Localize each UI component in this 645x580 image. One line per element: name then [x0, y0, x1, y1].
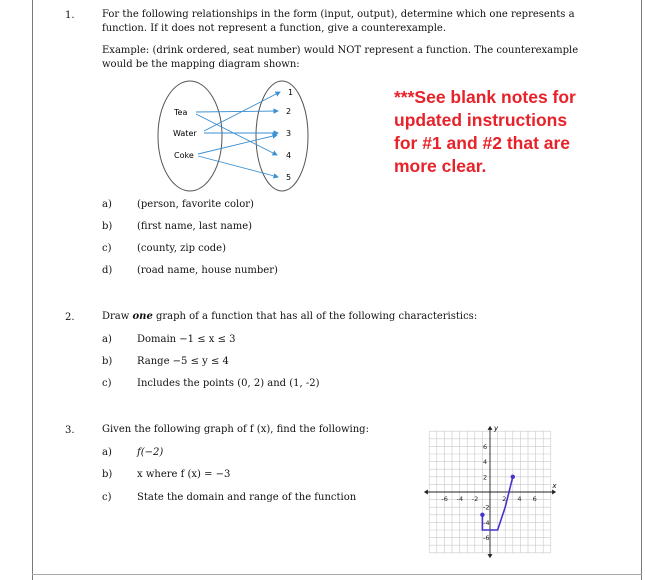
x-tick-label: -6 — [441, 495, 448, 503]
output-label-2: 2 — [286, 107, 292, 116]
x-tick-label: -2 — [471, 495, 479, 503]
q3-part-c-text: State the domain and range of the function — [137, 492, 357, 503]
output-label-5: 5 — [286, 173, 292, 182]
q2-prompt-pre: Draw — [102, 311, 133, 322]
input-label-water: Water — [173, 129, 197, 138]
output-label-3: 3 — [286, 129, 292, 138]
q2-prompt-em: one — [132, 311, 153, 322]
q1-part-c-text: (county, zip code) — [137, 243, 226, 254]
q3-number: 3. — [65, 425, 75, 436]
note-line-4: more clear. — [394, 156, 487, 176]
q2-part-b-text: Range −5 ≤ y ≤ 4 — [137, 356, 229, 367]
x-tick-label: 6 — [532, 495, 537, 503]
y-tick-label: 4 — [483, 458, 488, 467]
q2-prompt-post: graph of a function that has all of the following characteristics: — [152, 311, 478, 322]
q2-part-b-label: b) — [102, 356, 113, 367]
note-line-1: ***See blank notes for — [394, 87, 576, 107]
q2-part-a-label: a) — [102, 334, 112, 345]
q3-part-b-label: b) — [102, 469, 113, 480]
input-label-coke: Coke — [174, 151, 194, 160]
q1-part-c-label: c) — [102, 243, 112, 254]
x-axis-label: x — [552, 482, 557, 490]
function-endpoint — [480, 513, 484, 517]
arrow-tea-4 — [196, 114, 277, 155]
y-axis-label: y — [494, 424, 499, 433]
output-label-1: 1 — [288, 88, 294, 97]
q3-part-a-text: f(−2) — [137, 447, 164, 458]
y-tick-label: 6 — [483, 442, 488, 451]
q1-example-line1: Example: (drink ordered, seat number) would NOT represent a function. The counterexample — [102, 45, 579, 56]
q3-part-a-label: a) — [102, 447, 112, 458]
q1-prompt-line2: function. If it does not represent a function, give a counterexample. — [102, 23, 446, 34]
q1-number: 1. — [65, 10, 75, 21]
y-tick-label: 2 — [483, 473, 488, 482]
q3-prompt: Given the following graph of f (x), find the following: — [102, 424, 369, 435]
page-left-border — [32, 0, 33, 580]
q2-part-c-label: c) — [102, 378, 112, 389]
q3-part-c-label: c) — [102, 492, 112, 503]
y-axis-arrow-down — [488, 554, 493, 558]
q2-prompt — [102, 311, 477, 323]
q1-part-b-label: b) — [102, 221, 113, 232]
y-axis-arrow — [488, 426, 493, 430]
x-tick-label: 2 — [502, 495, 507, 503]
arrow-coke-5 — [198, 156, 278, 177]
page-right-border — [641, 0, 642, 580]
y-tick-label: -4 — [483, 518, 490, 527]
q3-part-b-text: x where f (x) = −3 — [137, 469, 231, 480]
q1-part-b-text: (first name, last name) — [137, 221, 253, 232]
updated-instructions-note — [394, 86, 634, 178]
x-axis-arrow-left — [424, 490, 428, 495]
q1-part-d-text: (road name, house number) — [137, 265, 278, 276]
page-bottom-border — [32, 574, 642, 575]
output-oval — [256, 81, 308, 191]
function-endpoint — [511, 475, 515, 479]
arrow-tea-2 — [196, 111, 278, 112]
y-tick-label: -6 — [483, 534, 490, 543]
q2-part-c-text: Includes the points (0, 2) and (1, -2) — [137, 378, 320, 389]
x-tick-label: 4 — [517, 495, 522, 503]
y-tick-label: -2 — [483, 503, 490, 512]
q1-part-a-label: a) — [102, 199, 112, 210]
note-line-2: updated instructions — [394, 110, 568, 130]
q2-number: 2. — [65, 312, 75, 323]
note-line-3: for #1 and #2 that are — [394, 133, 571, 153]
mapping-diagram — [140, 74, 310, 198]
x-tick-label: -4 — [456, 495, 464, 503]
q2-part-a-text: Domain −1 ≤ x ≤ 3 — [137, 334, 236, 345]
q1-prompt-line1: For the following relationships in the form (input, output), determine which one represents a — [102, 9, 575, 20]
q1-part-a-text: (person, favorite color) — [137, 199, 254, 210]
x-axis-arrow — [552, 490, 556, 495]
q1-part-d-label: d) — [102, 265, 113, 276]
input-label-tea: Tea — [174, 108, 188, 117]
arrow-coke-3 — [198, 135, 277, 154]
output-label-4: 4 — [286, 151, 292, 160]
q1-example-line2: would be the mapping diagram shown: — [102, 59, 300, 70]
q3-function-graph — [418, 424, 570, 558]
